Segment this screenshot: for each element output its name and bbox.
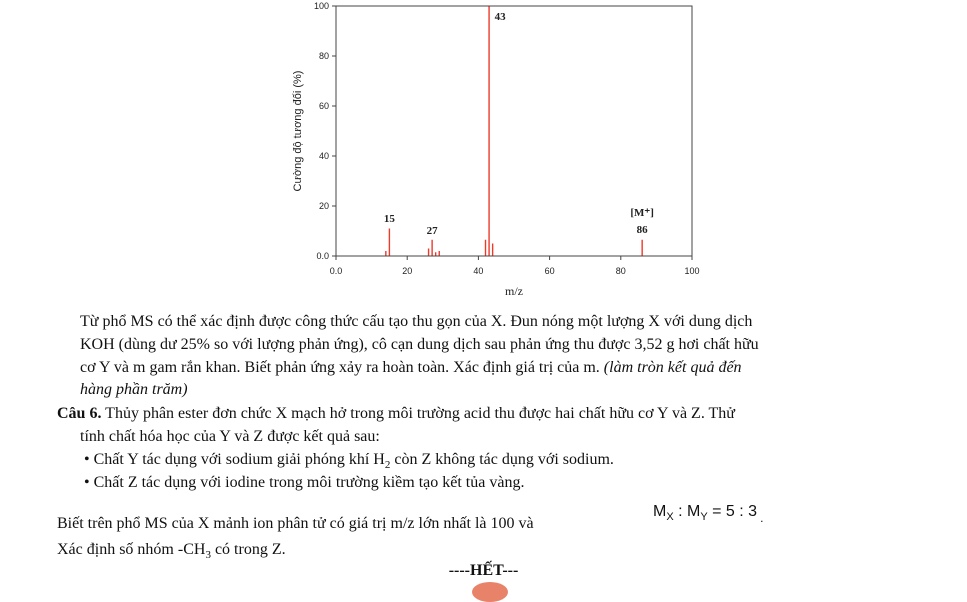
question-6-text: Thủy phân ester đơn chức X mạch hở trong môi trường acid thu được hai chất hữu cơ Y và Z. Thử <box>101 405 735 422</box>
paragraph-line-1: Từ phổ MS có thể xác định được công thức cấu tạo thu gọn của X. Đun nóng một lượng X với dung dịch <box>80 313 753 330</box>
x-tick-label: 100 <box>684 266 700 276</box>
formula-colon-m: : M <box>673 503 701 520</box>
x-tick-label: 80 <box>615 266 626 276</box>
bullet-2-text: Chất Z tác dụng với iodine trong môi trường kiềm tạo kết tủa vàng. <box>93 474 525 491</box>
x-tick-label: 40 <box>473 266 484 276</box>
y-tick-label: 0.0 <box>316 251 329 261</box>
ms-fact-line: Biết trên phổ MS của X mảnh ion phân tử có giá trị m/z lớn nhất là 100 và <box>57 515 534 532</box>
peak-annotation: 27 <box>426 225 438 237</box>
mass-spectrum-chart <box>0 0 967 300</box>
rounding-note-cont: hàng phần trăm) <box>80 381 188 398</box>
formula-dot: . <box>760 511 764 525</box>
y-tick-label: 20 <box>318 201 329 211</box>
bullet-1: • Chất Y tác dụng với sodium giải phóng khí $H_2$ còn Z không tác dụng với sodium. <box>84 451 614 472</box>
peak-annotation: 86 <box>636 224 648 236</box>
rounding-note: (làm tròn kết quả đến <box>603 359 742 376</box>
paragraph-line-3-text: cơ Y và m gam rắn khan. Biết phản ứng xảy ra hoàn toàn. Xác định giá trị của m. <box>80 359 604 376</box>
y-tick-label: 60 <box>318 101 329 111</box>
question-6-label: Câu 6. <box>57 405 102 422</box>
x-tick-label: 0.0 <box>329 266 343 276</box>
y-tick-label: 100 <box>313 1 329 11</box>
formula-m: M <box>653 503 667 520</box>
x-tick-label: 20 <box>402 266 413 276</box>
peak-annotation: [M⁺] <box>630 207 654 219</box>
x-tick-label: 60 <box>544 266 555 276</box>
mass-ratio-formula <box>653 503 763 523</box>
bullet-2: • Chất Z tác dụng với iodine trong môi trường kiềm tạo kết tủa vàng. <box>84 474 525 491</box>
formula-sub-x: X <box>666 511 674 524</box>
bullet-1-text-end: còn Z không tác dụng với sodium. <box>390 451 614 468</box>
decorative-shape <box>472 582 508 602</box>
h2-subscript: 2 <box>384 459 391 472</box>
ch3-text: Xác định số nhóm -CH <box>57 541 206 558</box>
ch3-text-end: có trong Z. <box>210 541 286 558</box>
y-axis-label: Cường độ tương đối (%) <box>292 70 304 192</box>
peak-annotation: 15 <box>383 213 395 225</box>
ch3-subscript: 3 <box>205 549 211 562</box>
x-axis-label: m/z <box>505 284 523 298</box>
end-marker: ----HẾT--- <box>448 562 519 579</box>
paragraph-line-2: KOH (dùng dư 25% so với lượng phản ứng), cô cạn dung dịch sau phản ứng thu được 3,52 g hơi chất hữu <box>80 336 759 353</box>
y-tick-label: 80 <box>318 51 329 61</box>
peak-annotation: 43 <box>494 11 506 23</box>
formula-sub-y: Y <box>700 511 708 524</box>
question-6-line-2: tính chất hóa học của Y và Z được kết quả sau: <box>80 428 380 445</box>
question-6-line-1 <box>57 402 735 425</box>
paragraph-line-3 <box>80 356 742 379</box>
formula-ratio: = 5 : 3 <box>707 503 758 520</box>
y-tick-label: 40 <box>318 151 329 161</box>
bullet-1-text: Chất Y tác dụng với sodium giải phóng khí H <box>93 451 385 468</box>
